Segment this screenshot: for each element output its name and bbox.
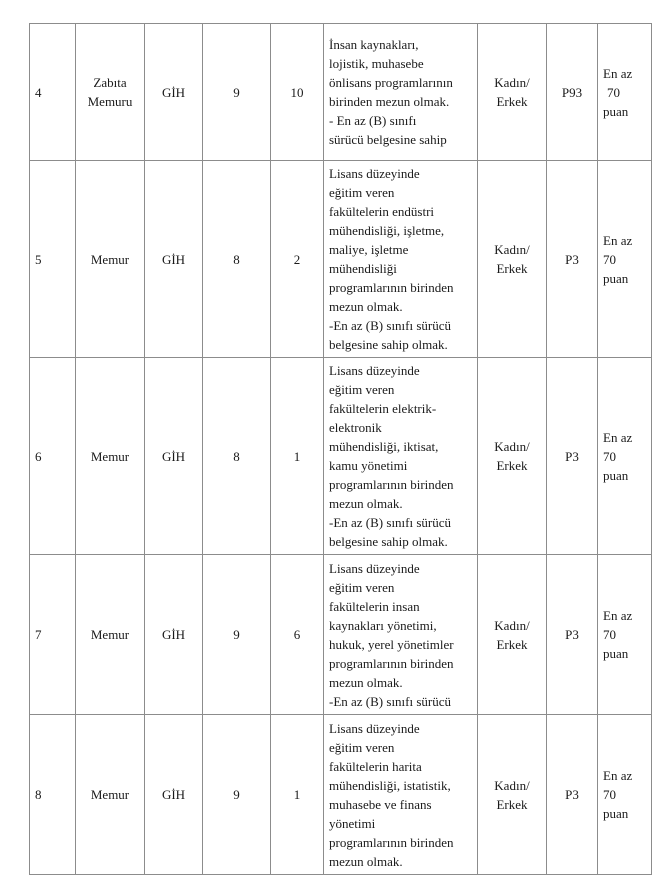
education-line: programlarının birinden (329, 280, 454, 295)
education-line: mezun olmak. (329, 853, 403, 869)
education-line: -En az (B) sınıfı sürücü (329, 318, 452, 333)
kpss-score-type: P3 (547, 358, 598, 555)
gender: Kadın/ Erkek (478, 555, 547, 715)
education-line: hukuk, yerel yönetimler (329, 636, 454, 652)
education-requirement (324, 358, 478, 555)
education-line: önlisans programlarının (329, 75, 453, 90)
education-line: mezun olmak. (329, 674, 403, 690)
minimum-score (598, 358, 652, 555)
kpss-score-type: P3 (547, 715, 598, 875)
education-line: Lisans düzeyinde (329, 720, 420, 736)
service-class: GİH (145, 161, 203, 358)
score-line: 70 (603, 787, 616, 802)
education-line: kamu yönetimi (329, 458, 408, 473)
position-count: 1 (271, 358, 324, 555)
table-body (30, 24, 652, 875)
education-line: programlarının birinden (329, 834, 454, 850)
staff-grade: 8 (203, 358, 271, 555)
position-count: 2 (271, 161, 324, 358)
table-row (30, 24, 652, 161)
row-number: 8 (30, 715, 76, 875)
education-line: belgesine sahip olmak. (329, 337, 448, 352)
education-line: eğitim veren (329, 579, 395, 595)
education-line: lojistik, muhasebe (329, 56, 424, 71)
minimum-score (598, 24, 652, 161)
kpss-score-type: P93 (547, 24, 598, 161)
education-line: mühendisliği, istatistik, (329, 777, 451, 793)
education-line: eğitim veren (329, 185, 395, 200)
education-line: sürücü belgesine sahip (329, 132, 447, 147)
education-line: mezun olmak. (329, 496, 403, 511)
gender: Kadın/ Erkek (478, 358, 547, 555)
score-line: puan (603, 270, 629, 286)
position-count: 6 (271, 555, 324, 715)
minimum-score (598, 555, 652, 715)
education-line: mühendisliği, işletme, (329, 223, 445, 238)
position-count: 10 (271, 24, 324, 161)
score-line: En az (603, 429, 633, 445)
education-line: programlarının birinden (329, 655, 454, 671)
score-line: puan (603, 103, 629, 119)
job-positions-table (29, 23, 652, 875)
education-line: maliye, işletme (329, 242, 409, 257)
row-number: 4 (30, 24, 76, 161)
education-line: eğitim veren (329, 739, 395, 755)
education-line: fakültelerin insan (329, 598, 420, 614)
education-line: birinden mezun olmak. (329, 94, 450, 109)
score-line: puan (603, 467, 629, 483)
gender: Kadın/ Erkek (478, 161, 547, 358)
minimum-score (598, 715, 652, 875)
education-line: Lisans düzeyinde (329, 363, 420, 378)
score-line: 70 (603, 251, 616, 267)
education-line: yönetimi (329, 815, 376, 831)
service-class: GİH (145, 24, 203, 161)
education-line: mühendisliği (329, 261, 397, 276)
table-row (30, 715, 652, 875)
education-line: İnsan kaynakları, (329, 37, 419, 52)
education-requirement (324, 24, 478, 161)
education-line: Lisans düzeyinde (329, 560, 420, 576)
minimum-score (598, 161, 652, 358)
education-requirement (324, 715, 478, 875)
position-title: Memur (76, 358, 145, 555)
gender: Kadın/ Erkek (478, 24, 547, 161)
staff-grade: 8 (203, 161, 271, 358)
score-line: En az (603, 65, 633, 81)
education-line: eğitim veren (329, 382, 395, 397)
service-class: GİH (145, 358, 203, 555)
table-row (30, 555, 652, 715)
education-line: muhasebe ve finans (329, 796, 432, 812)
staff-grade: 9 (203, 715, 271, 875)
education-line: fakültelerin harita (329, 758, 422, 774)
score-line: 70 (603, 627, 616, 642)
education-line: -En az (B) sınıfı sürücü (329, 693, 452, 709)
education-line: fakültelerin endüstri (329, 204, 435, 219)
education-line: fakültelerin elektrik- (329, 401, 437, 416)
position-title: Memur (76, 715, 145, 875)
score-line: puan (603, 646, 629, 661)
gender: Kadın/ Erkek (478, 715, 547, 875)
education-line: belgesine sahip olmak. (329, 534, 448, 549)
education-line: mühendisliği, iktisat, (329, 439, 439, 454)
score-line: puan (603, 806, 629, 821)
position-title: Memur (76, 555, 145, 715)
table-row (30, 358, 652, 555)
table-row (30, 161, 652, 358)
education-line: mezun olmak. (329, 299, 403, 314)
position-title: Zabıta Memuru (76, 24, 145, 161)
row-number: 6 (30, 358, 76, 555)
row-number: 5 (30, 161, 76, 358)
education-line: kaynakları yönetimi, (329, 617, 437, 633)
education-line: -En az (B) sınıfı sürücü (329, 515, 452, 530)
score-line: En az (603, 768, 633, 783)
education-line: - En az (B) sınıfı (329, 113, 417, 128)
score-line: En az (603, 232, 633, 248)
education-line: elektronik (329, 420, 382, 435)
kpss-score-type: P3 (547, 161, 598, 358)
score-line: 70 (603, 448, 616, 464)
education-line: Lisans düzeyinde (329, 166, 420, 181)
service-class: GİH (145, 715, 203, 875)
kpss-score-type: P3 (547, 555, 598, 715)
position-title: Memur (76, 161, 145, 358)
education-requirement (324, 555, 478, 715)
education-line: programlarının birinden (329, 477, 454, 492)
staff-grade: 9 (203, 555, 271, 715)
education-requirement (324, 161, 478, 358)
service-class: GİH (145, 555, 203, 715)
score-line: En az (603, 608, 633, 623)
row-number: 7 (30, 555, 76, 715)
position-count: 1 (271, 715, 324, 875)
staff-grade: 9 (203, 24, 271, 161)
score-line: 70 (607, 84, 620, 100)
